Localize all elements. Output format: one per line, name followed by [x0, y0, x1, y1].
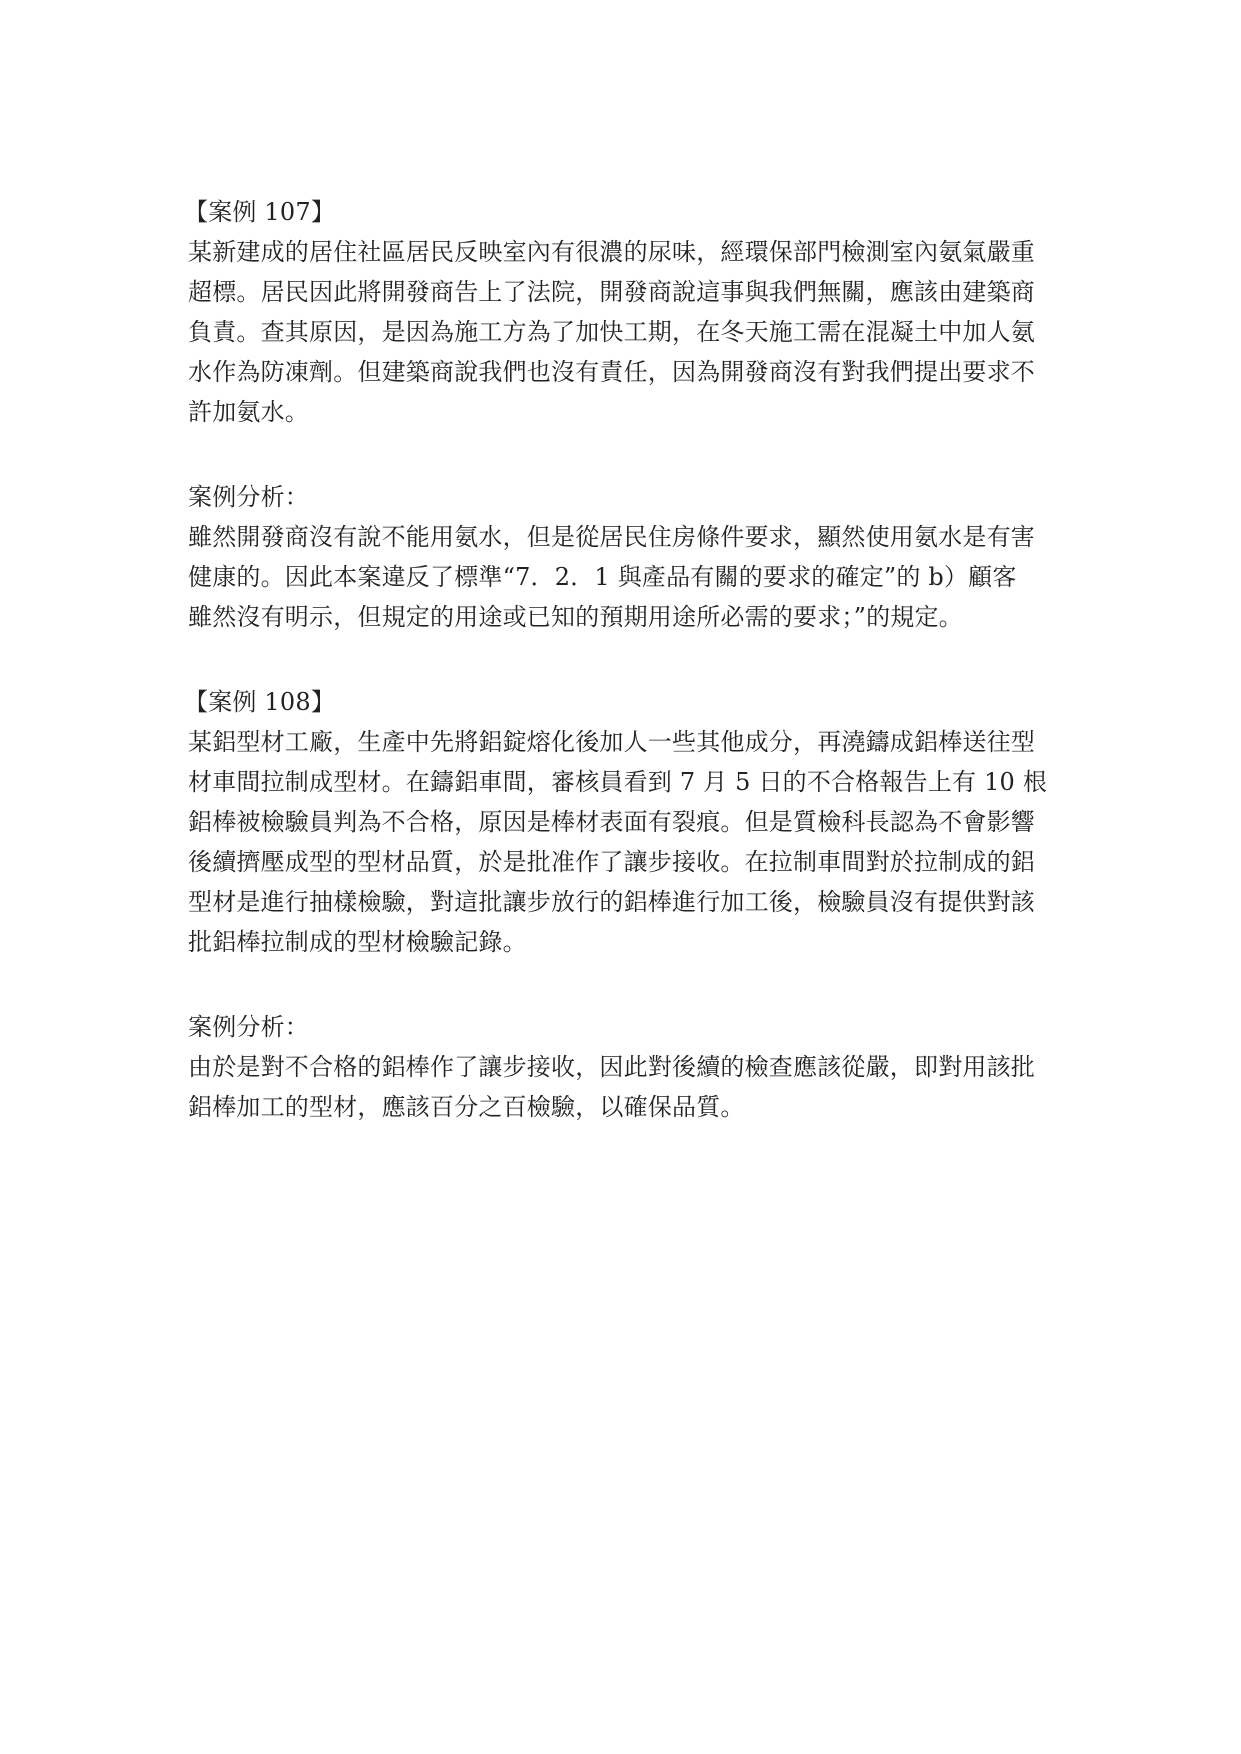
case-108-analysis-line: 由於是對不合格的鋁棒作了讓步接收，因此對後續的檢查應該從嚴，即對用該批	[188, 1053, 1035, 1081]
case-108-body-line: 型材是進行抽樣檢驗，對這批讓步放行的鋁棒進行加工後，檢驗員沒有提供對該	[188, 888, 1035, 916]
case-107-analysis-line: 雖然沒有明示，但規定的用途或已知的預期用途所必需的要求；”的規定。	[188, 603, 963, 631]
case-107-analysis-line: 健康的。因此本案違反了標準“7．2．1 與產品有關的要求的確定”的 b）顧客	[188, 563, 1017, 591]
case-108-body-line: 鋁棒被檢驗員判為不合格，原因是棒材表面有裂痕。但是質檢科長認為不會影響	[188, 808, 1035, 836]
case-108-body-line: 材車間拉制成型材。在鑄鋁車間，審核員看到 7 月 5 日的不合格報告上有 10 根	[188, 768, 1048, 796]
case-108-heading: 【案例 108】	[184, 688, 336, 716]
case-108-analysis-line: 鋁棒加工的型材，應該百分之百檢驗，以確保品質。	[188, 1093, 745, 1121]
case-107-body-line: 超標。居民因此將開發商告上了法院，開發商說這事與我們無關，應該由建築商	[188, 278, 1035, 306]
case-107-heading: 【案例 107】	[184, 198, 336, 226]
case-107-analysis-label: 案例分析：	[188, 483, 309, 511]
paragraph-gap	[188, 962, 1060, 1007]
case-107-body-line: 水作為防凍劑。但建築商說我們也沒有責任，因為開發商沒有對我們提出要求不	[188, 358, 1035, 386]
paragraph-gap	[188, 432, 1060, 477]
paragraph-gap	[188, 637, 1060, 682]
case-107-body-line: 負責。查其原因，是因為施工方為了加快工期，在冬天施工需在混凝土中加人氨	[188, 318, 1035, 346]
document-content	[184, 192, 1060, 1127]
case-108-body-line: 批鋁棒拉制成的型材檢驗記錄。	[188, 928, 527, 956]
case-107-body-line: 某新建成的居住社區居民反映室內有很濃的尿味，經環保部門檢測室內氨氣嚴重	[188, 238, 1035, 266]
case-108-analysis-label: 案例分析：	[188, 1013, 309, 1041]
case-108-body-line: 某鋁型材工廠，生產中先將鋁錠熔化後加人一些其他成分，再澆鑄成鋁棒送往型	[188, 728, 1035, 756]
case-107-body-line: 許加氨水。	[188, 398, 309, 426]
case-108-body-line: 後續擠壓成型的型材品質，於是批准作了讓步接收。在拉制車間對於拉制成的鋁	[188, 848, 1035, 876]
case-107-analysis-line: 雖然開發商沒有說不能用氨水，但是從居民住房條件要求，顯然使用氨水是有害	[188, 523, 1035, 551]
